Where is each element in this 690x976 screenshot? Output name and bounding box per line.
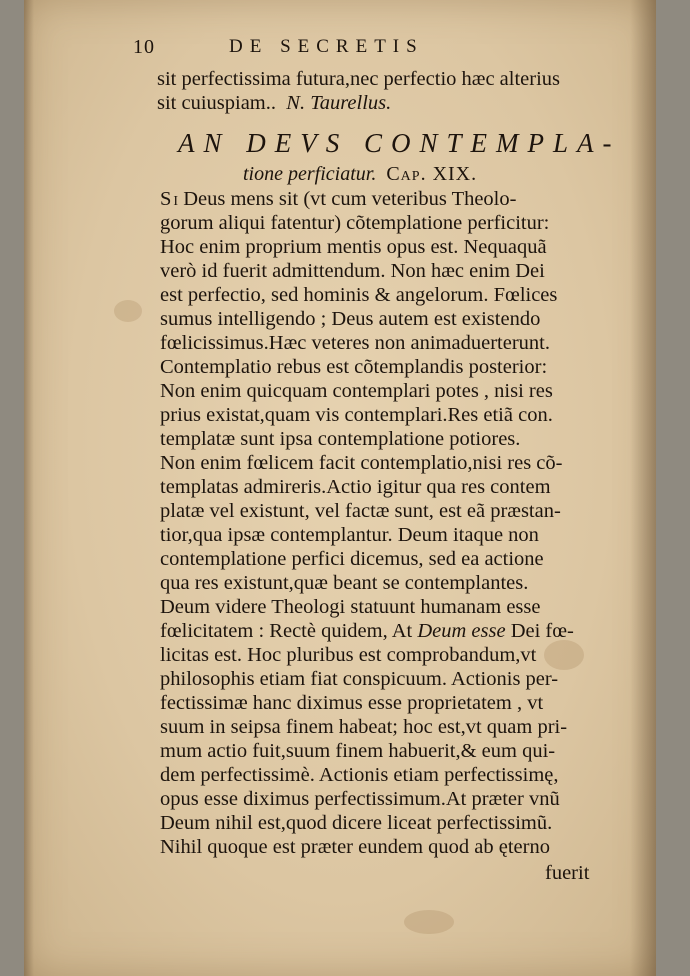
body-line: prius existat,quam vis contemplari.Res etiã con.: [160, 404, 553, 426]
body-line-text: fœlicitatem : Rectè quidem, At: [160, 620, 413, 642]
body-line-italic-phrase: [160, 619, 574, 643]
body-line: tior,qua ipsæ contemplantur. Deum itaque non: [160, 524, 539, 546]
body-line: Nihil quoque est præter eundem quod ab ęterno: [160, 836, 550, 858]
body-line-tail: Dei fœ-: [510, 620, 574, 642]
body-line: qua res existunt,quæ beant se contemplantes.: [160, 572, 529, 594]
body-line: Hoc enim proprium mentis opus est. Nequaquã: [160, 236, 547, 258]
body-line-first: [160, 187, 516, 211]
page-header: [133, 36, 493, 62]
intro-line: sit perfectissima futura,nec perfectio hæc alterius: [157, 68, 561, 90]
initial-letter-rest: i: [173, 188, 179, 210]
body-line: fectissimæ hanc diximus esse proprietatem , vt: [160, 692, 544, 714]
first-line-text: Deus mens sit (vt cum veteribus Theolo-: [183, 188, 517, 210]
chapter-title-continued: tione perficiatur.: [243, 163, 377, 185]
body-line: verò id fuerit admittendum. Non hæc enim Dei: [160, 260, 545, 282]
body-line: licitas est. Hoc pluribus est comprobandum,vt: [160, 644, 537, 666]
running-head: DE SECRETIS: [229, 36, 424, 57]
chapter-title: AN DEVS CONTEMPLA-: [178, 128, 621, 158]
body-line: Deum videre Theologi statuunt humanam esse: [160, 596, 541, 618]
body-line: platæ vel existunt, vel factæ sunt, est eã præstan-: [160, 500, 561, 522]
catchword: fuerit: [545, 862, 590, 884]
body-line: Non enim quicquam contemplari potes , nisi res: [160, 380, 553, 402]
page-gutter-shadow: [630, 0, 656, 976]
page-left-shadow: [24, 0, 34, 976]
foxing-spot: [404, 910, 454, 934]
initial-letter: S: [160, 188, 174, 210]
intro-line-last: [157, 91, 391, 115]
body-line: gorum aliqui fatentur) cõtemplatione perficitur:: [160, 212, 550, 234]
body-line: suum in seipsa finem habeat; hoc est,vt quam pri-: [160, 716, 568, 738]
foxing-spot: [114, 300, 142, 322]
body-line: sumus intelligendo ; Deus autem est existendo: [160, 308, 541, 330]
foxing-spot: [544, 640, 584, 670]
body-line: philosophis etiam fiat conspicuum. Actionis per-: [160, 668, 559, 690]
body-line: Deum nihil est,quod dicere liceat perfectissimũ.: [160, 812, 553, 834]
body-line: est perfectio, sed hominis & angelorum. Fœlices: [160, 284, 558, 306]
author-signature: N. Taurellus.: [286, 92, 392, 114]
body-line: contemplatione perfici dicemus, sed ea actione: [160, 548, 544, 570]
body-line: fœlicissimus.Hæc veteres non animaduerterunt.: [160, 332, 550, 354]
body-line: templatæ sunt ipsa contemplatione potiores.: [160, 428, 521, 450]
body-line: Contemplatio rebus est cõtemplandis posterior:: [160, 356, 548, 378]
body-line: mum actio fuit,suum finem habuerit,& eum qui-: [160, 740, 556, 762]
body-line: Non enim fœlicem facit contemplatio,nisi res cõ-: [160, 452, 563, 474]
intro-line-text: sit cuiuspiam..: [157, 92, 277, 114]
body-line: dem perfectissimè. Actionis etiam perfectissimę,: [160, 764, 559, 786]
body-line: templatas admireris.Actio igitur qua res contem: [160, 476, 551, 498]
chapter-number: Cap. XIX.: [386, 163, 478, 185]
body-line: opus esse diximus perfectissimum.At præter vnũ: [160, 788, 560, 810]
italic-phrase: Deum esse: [417, 620, 506, 642]
chapter-subtitle: [243, 163, 477, 186]
page-number: 10: [133, 36, 155, 58]
